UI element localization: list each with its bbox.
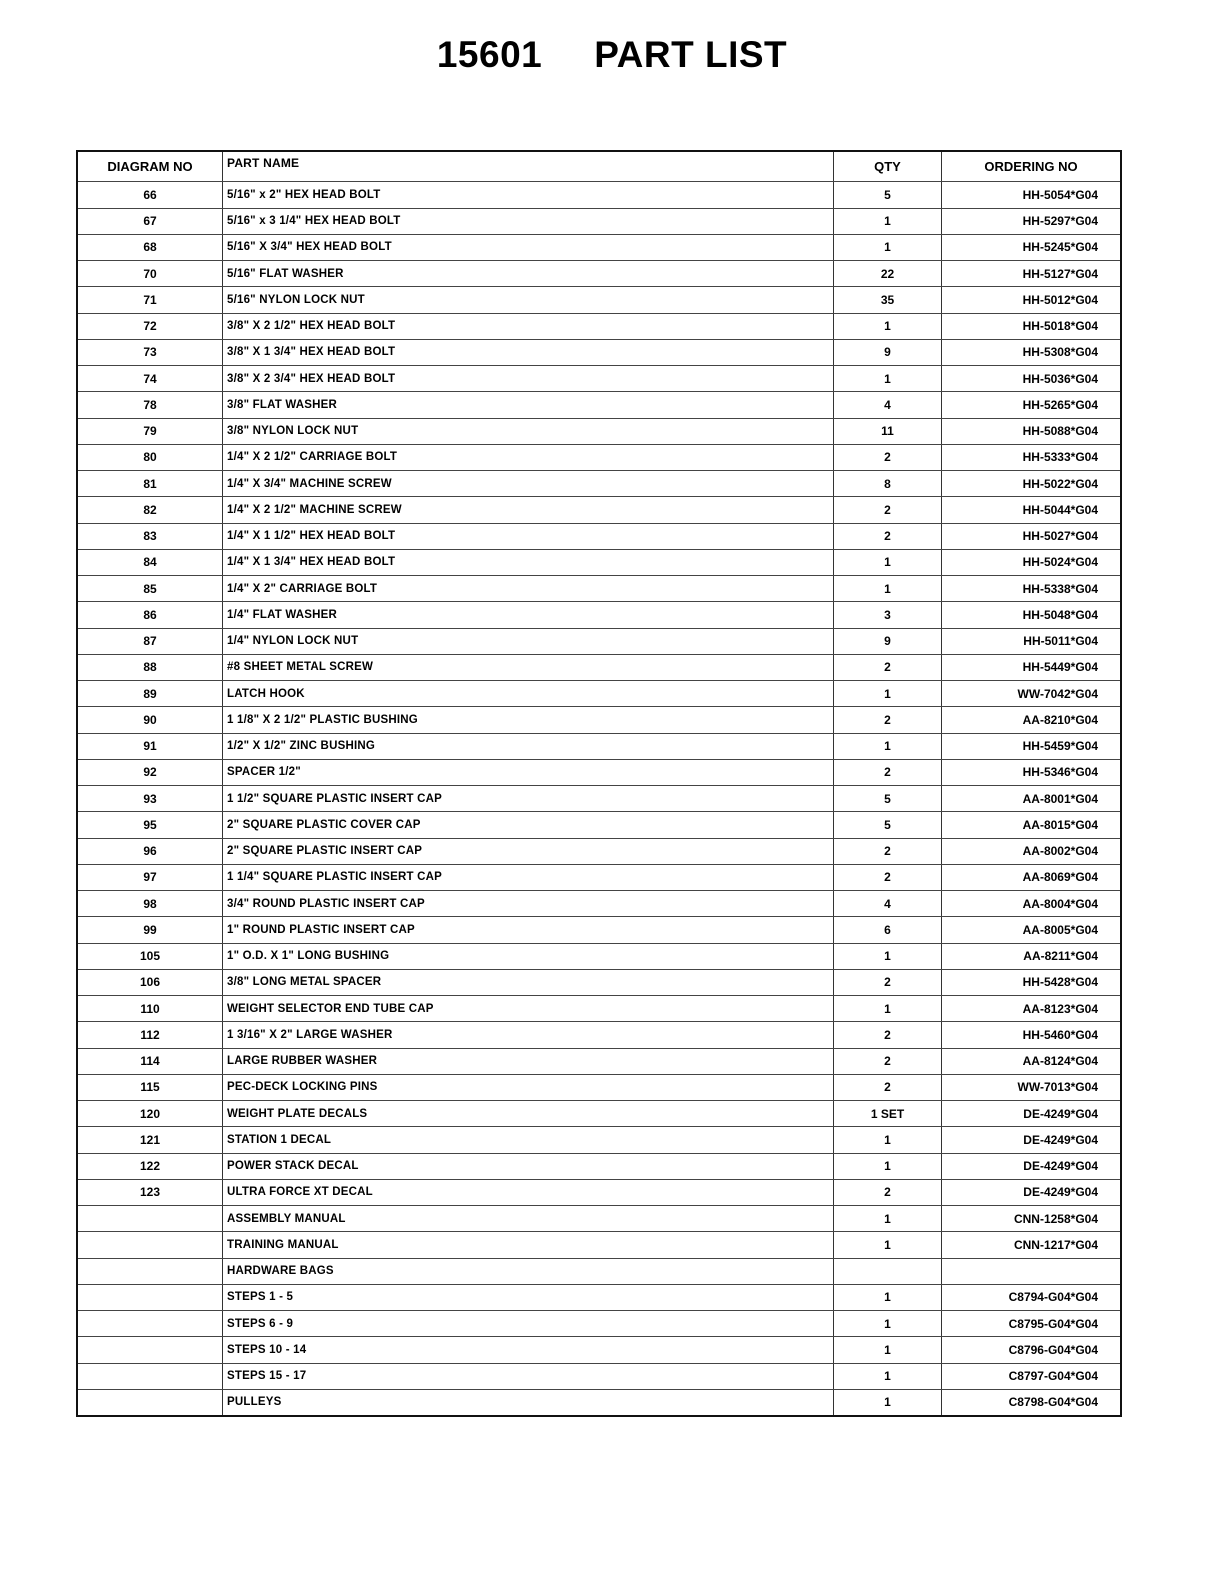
table-row (78, 234, 1120, 260)
diagram-no-cell: 120 (78, 1101, 223, 1127)
ordering-no-cell: HH-5459*G04 (942, 733, 1121, 759)
parts-table-frame (76, 150, 1122, 1417)
qty-cell: 22 (834, 261, 942, 287)
header-diagram-no: DIAGRAM NO (78, 152, 223, 182)
diagram-no-cell: 97 (78, 864, 223, 890)
table-row (78, 943, 1120, 969)
part-name-cell: 3/8" X 2 3/4" HEX HEAD BOLT (223, 366, 834, 392)
part-name-cell: 2" SQUARE PLASTIC INSERT CAP (223, 838, 834, 864)
table-row (78, 1074, 1120, 1100)
part-name-cell: LARGE RUBBER WASHER (223, 1048, 834, 1074)
part-name-cell: 1/4" X 2 1/2" MACHINE SCREW (223, 497, 834, 523)
qty-cell: 1 (834, 549, 942, 575)
ordering-no-cell: AA-8004*G04 (942, 891, 1121, 917)
qty-cell: 5 (834, 786, 942, 812)
part-name-cell: PULLEYS (223, 1389, 834, 1415)
diagram-no-cell: 106 (78, 969, 223, 995)
ordering-no-cell: HH-5297*G04 (942, 208, 1121, 234)
diagram-no-cell: 114 (78, 1048, 223, 1074)
part-name-cell: 3/8" FLAT WASHER (223, 392, 834, 418)
qty-cell (834, 1258, 942, 1284)
qty-cell: 8 (834, 471, 942, 497)
part-name-cell: 5/16" x 2" HEX HEAD BOLT (223, 182, 834, 208)
diagram-no-cell: 87 (78, 628, 223, 654)
qty-cell: 1 (834, 1363, 942, 1389)
qty-cell: 2 (834, 864, 942, 890)
part-name-cell: 5/16" NYLON LOCK NUT (223, 287, 834, 313)
qty-cell: 1 (834, 996, 942, 1022)
table-row (78, 1179, 1120, 1205)
part-name-cell: STEPS 6 - 9 (223, 1311, 834, 1337)
qty-cell: 2 (834, 1074, 942, 1100)
table-row (78, 838, 1120, 864)
ordering-no-cell: AA-8001*G04 (942, 786, 1121, 812)
table-row (78, 786, 1120, 812)
diagram-no-cell: 98 (78, 891, 223, 917)
table-row (78, 602, 1120, 628)
table-row (78, 576, 1120, 602)
qty-cell: 1 (834, 943, 942, 969)
part-name-cell: 1/4" X 1 1/2" HEX HEAD BOLT (223, 523, 834, 549)
part-name-cell: #8 SHEET METAL SCREW (223, 654, 834, 680)
diagram-no-cell: 85 (78, 576, 223, 602)
table-row (78, 366, 1120, 392)
table-row (78, 313, 1120, 339)
diagram-no-cell (78, 1311, 223, 1337)
qty-cell: 1 (834, 576, 942, 602)
ordering-no-cell: AA-8005*G04 (942, 917, 1121, 943)
table-row (78, 1153, 1120, 1179)
diagram-no-cell: 105 (78, 943, 223, 969)
ordering-no-cell: HH-5011*G04 (942, 628, 1121, 654)
table-row (78, 418, 1120, 444)
table-row (78, 812, 1120, 838)
table-row (78, 759, 1120, 785)
ordering-no-cell: AA-8211*G04 (942, 943, 1121, 969)
table-row (78, 969, 1120, 995)
part-name-cell: 1 1/8" X 2 1/2" PLASTIC BUSHING (223, 707, 834, 733)
qty-cell: 2 (834, 707, 942, 733)
qty-cell: 1 (834, 1127, 942, 1153)
table-row (78, 891, 1120, 917)
table-row (78, 1363, 1120, 1389)
table-row (78, 549, 1120, 575)
ordering-no-cell: HH-5338*G04 (942, 576, 1121, 602)
qty-cell: 2 (834, 1048, 942, 1074)
ordering-no-cell: HH-5036*G04 (942, 366, 1121, 392)
qty-cell: 2 (834, 838, 942, 864)
table-row (78, 1206, 1120, 1232)
qty-cell: 6 (834, 917, 942, 943)
qty-cell: 1 (834, 234, 942, 260)
diagram-no-cell: 112 (78, 1022, 223, 1048)
part-name-cell: 3/8" LONG METAL SPACER (223, 969, 834, 995)
qty-cell: 5 (834, 182, 942, 208)
table-row (78, 1022, 1120, 1048)
part-name-cell: 1 1/2" SQUARE PLASTIC INSERT CAP (223, 786, 834, 812)
table-row (78, 996, 1120, 1022)
ordering-no-cell: HH-5024*G04 (942, 549, 1121, 575)
part-name-cell: 1/4" X 2 1/2" CARRIAGE BOLT (223, 444, 834, 470)
diagram-no-cell: 95 (78, 812, 223, 838)
ordering-no-cell: AA-8210*G04 (942, 707, 1121, 733)
ordering-no-cell: C8794-G04*G04 (942, 1284, 1121, 1310)
table-row (78, 628, 1120, 654)
ordering-no-cell: HH-5054*G04 (942, 182, 1121, 208)
part-name-cell: 3/4" ROUND PLASTIC INSERT CAP (223, 891, 834, 917)
table-row (78, 1258, 1120, 1284)
qty-cell: 1 (834, 1284, 942, 1310)
table-row (78, 1337, 1120, 1363)
part-name-cell: ULTRA FORCE XT DECAL (223, 1179, 834, 1205)
table-row (78, 1232, 1120, 1258)
part-name-cell: 1/2" X 1/2" ZINC BUSHING (223, 733, 834, 759)
page-title (0, 34, 1224, 76)
ordering-no-cell: C8797-G04*G04 (942, 1363, 1121, 1389)
qty-cell: 1 (834, 733, 942, 759)
table-row (78, 392, 1120, 418)
part-name-cell: HARDWARE BAGS (223, 1258, 834, 1284)
qty-cell: 5 (834, 812, 942, 838)
ordering-no-cell: WW-7042*G04 (942, 681, 1121, 707)
diagram-no-cell: 82 (78, 497, 223, 523)
ordering-no-cell: HH-5027*G04 (942, 523, 1121, 549)
part-name-cell: TRAINING MANUAL (223, 1232, 834, 1258)
part-name-cell: 5/16" FLAT WASHER (223, 261, 834, 287)
table-row (78, 1127, 1120, 1153)
qty-cell: 2 (834, 1179, 942, 1205)
diagram-no-cell: 67 (78, 208, 223, 234)
qty-cell: 1 (834, 1337, 942, 1363)
qty-cell: 1 (834, 1206, 942, 1232)
table-row (78, 182, 1120, 208)
part-name-cell: 3/8" X 1 3/4" HEX HEAD BOLT (223, 339, 834, 365)
diagram-no-cell (78, 1206, 223, 1232)
qty-cell: 4 (834, 891, 942, 917)
diagram-no-cell: 79 (78, 418, 223, 444)
diagram-no-cell: 96 (78, 838, 223, 864)
ordering-no-cell: HH-5044*G04 (942, 497, 1121, 523)
diagram-no-cell: 123 (78, 1179, 223, 1205)
part-name-cell: 5/16" X 3/4" HEX HEAD BOLT (223, 234, 834, 260)
ordering-no-cell: HH-5308*G04 (942, 339, 1121, 365)
qty-cell: 2 (834, 523, 942, 549)
ordering-no-cell: DE-4249*G04 (942, 1153, 1121, 1179)
ordering-no-cell: HH-5428*G04 (942, 969, 1121, 995)
ordering-no-cell: AA-8002*G04 (942, 838, 1121, 864)
diagram-no-cell: 89 (78, 681, 223, 707)
ordering-no-cell: AA-8015*G04 (942, 812, 1121, 838)
ordering-no-cell: HH-5449*G04 (942, 654, 1121, 680)
title-text: PART LIST (594, 34, 788, 75)
diagram-no-cell: 90 (78, 707, 223, 733)
diagram-no-cell: 66 (78, 182, 223, 208)
table-row (78, 208, 1120, 234)
diagram-no-cell: 92 (78, 759, 223, 785)
ordering-no-cell: WW-7013*G04 (942, 1074, 1121, 1100)
table-row (78, 733, 1120, 759)
ordering-no-cell: AA-8123*G04 (942, 996, 1121, 1022)
table-row (78, 497, 1120, 523)
part-name-cell: 1/4" FLAT WASHER (223, 602, 834, 628)
ordering-no-cell: DE-4249*G04 (942, 1101, 1121, 1127)
header-qty: QTY (834, 152, 942, 182)
part-name-cell: STEPS 1 - 5 (223, 1284, 834, 1310)
table-row (78, 287, 1120, 313)
diagram-no-cell: 122 (78, 1153, 223, 1179)
qty-cell: 1 SET (834, 1101, 942, 1127)
qty-cell: 9 (834, 628, 942, 654)
diagram-no-cell: 78 (78, 392, 223, 418)
diagram-no-cell: 86 (78, 602, 223, 628)
table-row (78, 444, 1120, 470)
part-name-cell: PEC-DECK LOCKING PINS (223, 1074, 834, 1100)
table-row (78, 707, 1120, 733)
diagram-no-cell (78, 1389, 223, 1415)
ordering-no-cell: HH-5048*G04 (942, 602, 1121, 628)
ordering-no-cell: HH-5127*G04 (942, 261, 1121, 287)
qty-cell: 1 (834, 208, 942, 234)
model-number: 15601 (436, 34, 543, 75)
table-row (78, 1101, 1120, 1127)
qty-cell: 3 (834, 602, 942, 628)
part-name-cell: 1" ROUND PLASTIC INSERT CAP (223, 917, 834, 943)
part-name-cell: STEPS 15 - 17 (223, 1363, 834, 1389)
qty-cell: 2 (834, 497, 942, 523)
qty-cell: 1 (834, 313, 942, 339)
diagram-no-cell: 93 (78, 786, 223, 812)
qty-cell: 2 (834, 1022, 942, 1048)
qty-cell: 2 (834, 969, 942, 995)
table-row (78, 917, 1120, 943)
table-row (78, 523, 1120, 549)
qty-cell: 4 (834, 392, 942, 418)
ordering-no-cell: C8796-G04*G04 (942, 1337, 1121, 1363)
qty-cell: 1 (834, 366, 942, 392)
qty-cell: 1 (834, 681, 942, 707)
diagram-no-cell (78, 1284, 223, 1310)
table-row (78, 1048, 1120, 1074)
table-row (78, 1389, 1120, 1415)
part-name-cell: 3/8" X 2 1/2" HEX HEAD BOLT (223, 313, 834, 339)
diagram-no-cell: 68 (78, 234, 223, 260)
part-name-cell: 5/16" x 3 1/4" HEX HEAD BOLT (223, 208, 834, 234)
ordering-no-cell (942, 1258, 1121, 1284)
diagram-no-cell: 99 (78, 917, 223, 943)
diagram-no-cell: 91 (78, 733, 223, 759)
parts-table (78, 152, 1120, 1415)
diagram-no-cell (78, 1337, 223, 1363)
diagram-no-cell: 115 (78, 1074, 223, 1100)
table-row (78, 261, 1120, 287)
ordering-no-cell: AA-8124*G04 (942, 1048, 1121, 1074)
qty-cell: 2 (834, 654, 942, 680)
qty-cell: 11 (834, 418, 942, 444)
table-body (78, 182, 1120, 1415)
part-name-cell: 1/4" X 2" CARRIAGE BOLT (223, 576, 834, 602)
part-name-cell: 1" O.D. X 1" LONG BUSHING (223, 943, 834, 969)
qty-cell: 35 (834, 287, 942, 313)
qty-cell: 1 (834, 1232, 942, 1258)
diagram-no-cell (78, 1232, 223, 1258)
diagram-no-cell: 70 (78, 261, 223, 287)
diagram-no-cell: 83 (78, 523, 223, 549)
table-row (78, 681, 1120, 707)
qty-cell: 2 (834, 759, 942, 785)
ordering-no-cell: C8798-G04*G04 (1008, 1395, 1098, 1410)
part-name-cell: 3/8" NYLON LOCK NUT (223, 418, 834, 444)
ordering-no-cell: HH-5333*G04 (942, 444, 1121, 470)
part-name-cell: SPACER 1/2" (223, 759, 834, 785)
diagram-no-cell: 74 (78, 366, 223, 392)
part-name-cell: 1/4" X 1 3/4" HEX HEAD BOLT (223, 549, 834, 575)
diagram-no-cell (78, 1258, 223, 1284)
qty-cell: 2 (834, 444, 942, 470)
diagram-no-cell: 71 (78, 287, 223, 313)
part-name-cell: WEIGHT PLATE DECALS (223, 1101, 834, 1127)
diagram-no-cell: 84 (78, 549, 223, 575)
ordering-no-cell: CNN-1217*G04 (942, 1232, 1121, 1258)
ordering-no-cell: DE-4249*G04 (942, 1179, 1121, 1205)
diagram-no-cell: 88 (78, 654, 223, 680)
diagram-no-cell: 73 (78, 339, 223, 365)
part-name-cell: 2" SQUARE PLASTIC COVER CAP (223, 812, 834, 838)
diagram-no-cell: 110 (78, 996, 223, 1022)
diagram-no-cell: 121 (78, 1127, 223, 1153)
table-row (78, 1311, 1120, 1337)
diagram-no-cell: 72 (78, 313, 223, 339)
qty-cell: 1 (834, 1311, 942, 1337)
diagram-no-cell: 81 (78, 471, 223, 497)
part-name-cell: ASSEMBLY MANUAL (223, 1206, 834, 1232)
part-name-cell: WEIGHT SELECTOR END TUBE CAP (223, 996, 834, 1022)
table-header-row (78, 152, 1120, 182)
ordering-no-cell: HH-5018*G04 (942, 313, 1121, 339)
diagram-no-cell: 80 (78, 444, 223, 470)
ordering-no-cell: HH-5088*G04 (942, 418, 1121, 444)
table-row (78, 471, 1120, 497)
part-name-cell: 1/4" X 3/4" MACHINE SCREW (223, 471, 834, 497)
qty-cell: 1 (834, 1389, 942, 1415)
ordering-no-cell: CNN-1258*G04 (942, 1206, 1121, 1232)
part-name-cell: 1 3/16" X 2" LARGE WASHER (223, 1022, 834, 1048)
table-row (78, 339, 1120, 365)
part-name-cell: 1/4" NYLON LOCK NUT (223, 628, 834, 654)
ordering-no-cell: AA-8069*G04 (942, 864, 1121, 890)
ordering-no-cell: HH-5265*G04 (942, 392, 1121, 418)
table-row (78, 654, 1120, 680)
diagram-no-cell (78, 1363, 223, 1389)
part-name-cell: POWER STACK DECAL (223, 1153, 834, 1179)
header-part-name: PART NAME (223, 152, 834, 182)
part-name-cell: STATION 1 DECAL (223, 1127, 834, 1153)
ordering-no-cell: HH-5460*G04 (942, 1022, 1121, 1048)
ordering-no-cell: DE-4249*G04 (942, 1127, 1121, 1153)
header-ordering-no: ORDERING NO (942, 152, 1121, 182)
ordering-no-cell: HH-5346*G04 (942, 759, 1121, 785)
table-row (78, 1284, 1120, 1310)
ordering-no-cell: C8795-G04*G04 (942, 1311, 1121, 1337)
ordering-no-cell: HH-5012*G04 (942, 287, 1121, 313)
part-name-cell: 1 1/4" SQUARE PLASTIC INSERT CAP (223, 864, 834, 890)
table-row (78, 864, 1120, 890)
ordering-no-cell: HH-5022*G04 (942, 471, 1121, 497)
ordering-no-cell: HH-5245*G04 (942, 234, 1121, 260)
qty-cell: 9 (834, 339, 942, 365)
qty-cell: 1 (834, 1153, 942, 1179)
part-name-cell: STEPS 10 - 14 (223, 1337, 834, 1363)
part-name-cell: LATCH HOOK (223, 681, 834, 707)
